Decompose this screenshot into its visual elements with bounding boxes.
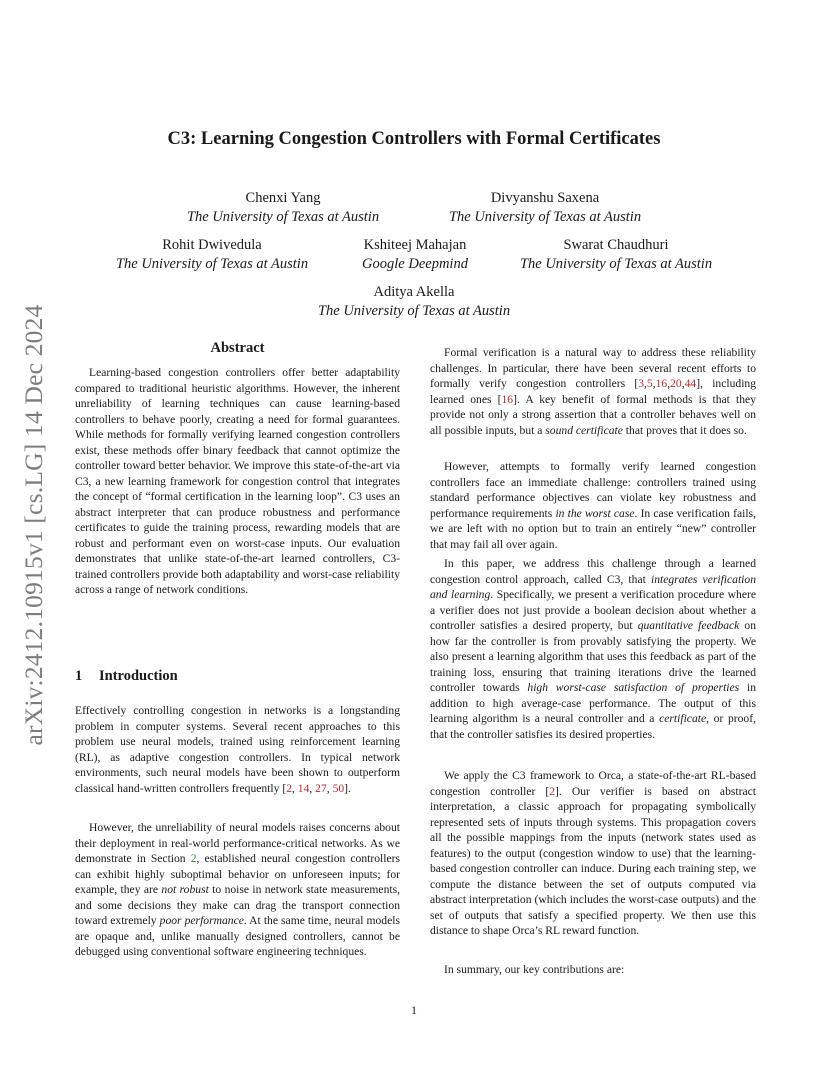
intro-paragraph-1: Effectively controlling congestion in networks is a longstanding problem in computer systems. Several recent approaches to this problem use neural models, trained using reinforcement learning (RL), as adaptive congestion controllers. In typical network environments, such neural models have been shown to outperform classical hand-written controllers frequently [2, 14, 27, 50]. [75, 704, 400, 795]
citation-link[interactable]: 27 [315, 781, 327, 795]
author-name: Swarat Chaudhuri [563, 237, 669, 253]
author-block [330, 236, 500, 274]
right-paragraph-2: However, attempts to formally verify learned congestion controllers face an immediate challenge: controllers trained using standard performance objectives can violate key robustness and performance requirements in the worst case. In case verification fails, we are left with no option but to train an entirely “new” controller that may fail all over again. [430, 460, 756, 551]
author-affiliation: The University of Texas at Austin [448, 209, 642, 225]
citation-link[interactable]: 14 [297, 781, 310, 795]
citation-link[interactable]: 50 [332, 781, 345, 795]
citation-link[interactable]: 2 [286, 781, 292, 795]
abstract-heading: Abstract [210, 340, 265, 356]
author-affiliation: The University of Texas at Austin [317, 303, 511, 319]
citation-link[interactable]: 3 [638, 377, 645, 390]
citation-link[interactable]: 44 [684, 377, 697, 390]
page-number: 1 [411, 1003, 417, 1017]
author-name: Kshiteej Mahajan [363, 237, 467, 253]
arxiv-identifier: arXiv:2412.10915v1 [cs.LG] 14 Dec 2024 [19, 304, 48, 746]
section-title: Introduction [99, 668, 178, 684]
citation-link[interactable]: 5 [646, 377, 653, 390]
author-affiliation: The University of Texas at Austin [186, 209, 380, 225]
right-paragraph-1: Formal verification is a natural way to address these reliability challenges. In particular, there have been several recent efforts to formally verify congestion controllers [3,5,16,20,44], including learned ones [16]. A key benefit of formal methods is that they provide not only a strong assertion that a controller behaves well on all possible inputs, but a sound certificate that proves that it does so. [430, 346, 757, 437]
citation-link[interactable]: 16 [655, 377, 668, 390]
section-heading [75, 668, 178, 685]
author-affiliation: Google Deepmind [362, 256, 468, 272]
author-name: Aditya Akella [373, 284, 455, 300]
author-block [294, 283, 534, 321]
citation-link[interactable]: 16 [501, 392, 514, 406]
author-block [163, 189, 403, 227]
author-block [496, 236, 736, 274]
citation-link[interactable]: 20 [670, 377, 682, 390]
author-name: Divyanshu Saxena [490, 190, 600, 206]
abstract-text: Learning-based congestion controllers offer better adaptability compared to traditional heuristic algorithms. However, the inherent unreliability of learning techniques can cause learning-based controllers to behave poorly, creating a need for formal guarantees. While methods for formally verifying learned congestion controllers exist, these methods offer binary feedback that cannot optimize the controller toward better behavior. We improve this state-of-the-art via C3, a new learning framework for congestion control that integrates the concept of “formal certification in the learning loop”. C3 uses an abstract interpreter that can produce robustness and performance certificates to guide the training process, rewarding models that are robust and performant even on worst-case inputs. Our evaluation demonstrates that unlike state-of-the-art learned controllers, C3-trained controllers provide both adaptability and worst-case reliability across a range of network conditions. [75, 366, 400, 596]
author-block [425, 189, 665, 227]
author-affiliation: The University of Texas at Austin [519, 256, 713, 272]
intro-paragraph-2: However, the unreliability of neural models raises concerns about their deployment in real-world performance-critical networks. As we demonstrate in Section 2, established neural congestion controllers can exhibit highly suboptimal behavior on unforeseen inputs; for example, they are not robust to noise in network state measurements, and some decisions they make can drag the transport connection toward extremely poor performance. At the same time, neural models are opaque and, unlike manually designed controllers, cannot be debugged using conventional software engineering techniques. [75, 821, 401, 958]
paper-title: C3: Learning Congestion Controllers with Formal Certificates [167, 129, 661, 149]
author-name: Rohit Dwivedula [162, 237, 262, 253]
citation-link[interactable]: 2 [549, 784, 556, 798]
section-ref-link[interactable]: 2 [190, 852, 197, 865]
author-name: Chenxi Yang [245, 190, 321, 206]
arxiv-side-label [14, 290, 54, 760]
author-affiliation: The University of Texas at Austin [115, 256, 309, 272]
section-number: 1 [75, 668, 83, 684]
right-paragraph-5: In summary, our key contributions are: [444, 963, 625, 976]
right-paragraph-4: We apply the C3 framework to Orca, a state-of-the-art RL-based congestion controller [2]. Our verifier is based on abstract interpretation, a classic approach for propagating symbolically represented sets of inputs through systems. This propagation covers all the possible mappings from the inputs (network states used as features) to the output (congestion window to use) that the learning-based congestion controller can induce. During each training step, we compute the distance between the set of outputs computed via abstract interpretation (which includes the worst-case outputs) and the set of outputs that satisfy a specified property. We then use this distance to shape Orca’s RL reward function. [430, 769, 756, 937]
author-block [92, 236, 332, 274]
right-paragraph-3: In this paper, we address this challenge through a learned congestion control approach, called C3, that integrates verification and learning. Specifically, we present a verification procedure where a verifier does not just provide a boolean decision about whether a controller satisfies a desired property, but quantitative feedback on how far the controller is from provably satisfying the property. We also present a learning algorithm that uses this feedback as part of the training loss, ensuring that training iterations drive the learned controller towards high worst-case satisfaction of properties in addition to high average-case performance. The output of this learning algorithm is a neural controller and a certificate, or proof, that the controller satisfies its desired properties. [430, 557, 757, 741]
